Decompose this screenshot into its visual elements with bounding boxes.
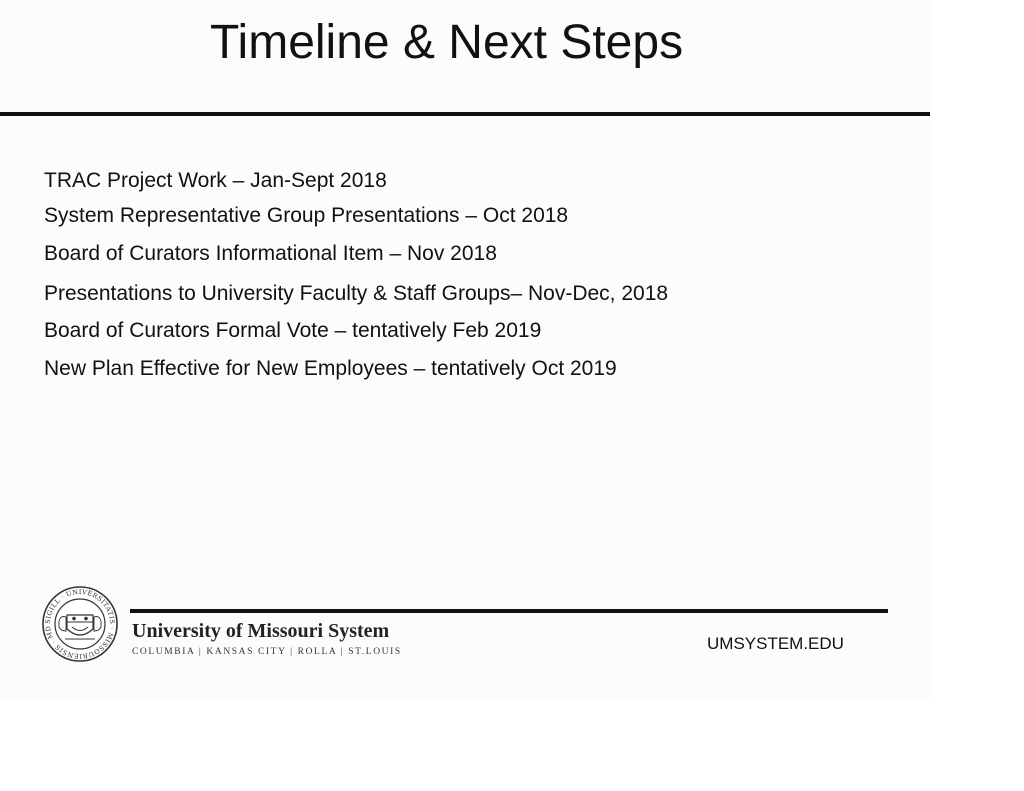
seal-ring-text: SIGILL · UNIVERSITATIS · MISSOURIENSIS · MD bbox=[43, 587, 117, 661]
title-divider bbox=[0, 112, 930, 116]
footer-divider bbox=[130, 609, 888, 613]
timeline-item: New Plan Effective for New Employees – tentatively Oct 2019 bbox=[44, 357, 617, 380]
university-seal-icon bbox=[41, 585, 119, 663]
timeline-item: System Representative Group Presentations – Oct 2018 bbox=[44, 204, 569, 227]
campus-list: COLUMBIA | KANSAS CITY | ROLLA | ST.LOUIS bbox=[132, 647, 402, 657]
timeline-item: Board of Curators Informational Item – Nov 2018 bbox=[44, 242, 497, 265]
university-name: University of Missouri System bbox=[132, 620, 390, 642]
timeline-item: Board of Curators Formal Vote – tentatively Feb 2019 bbox=[44, 319, 542, 342]
timeline-item: TRAC Project Work – Jan-Sept 2018 bbox=[44, 169, 387, 192]
website-link[interactable]: UMSYSTEM.EDU bbox=[707, 634, 844, 653]
timeline-item: Presentations to University Faculty & Staff Groups– Nov-Dec, 2018 bbox=[44, 282, 669, 305]
slide-title: Timeline & Next Steps bbox=[210, 16, 684, 69]
